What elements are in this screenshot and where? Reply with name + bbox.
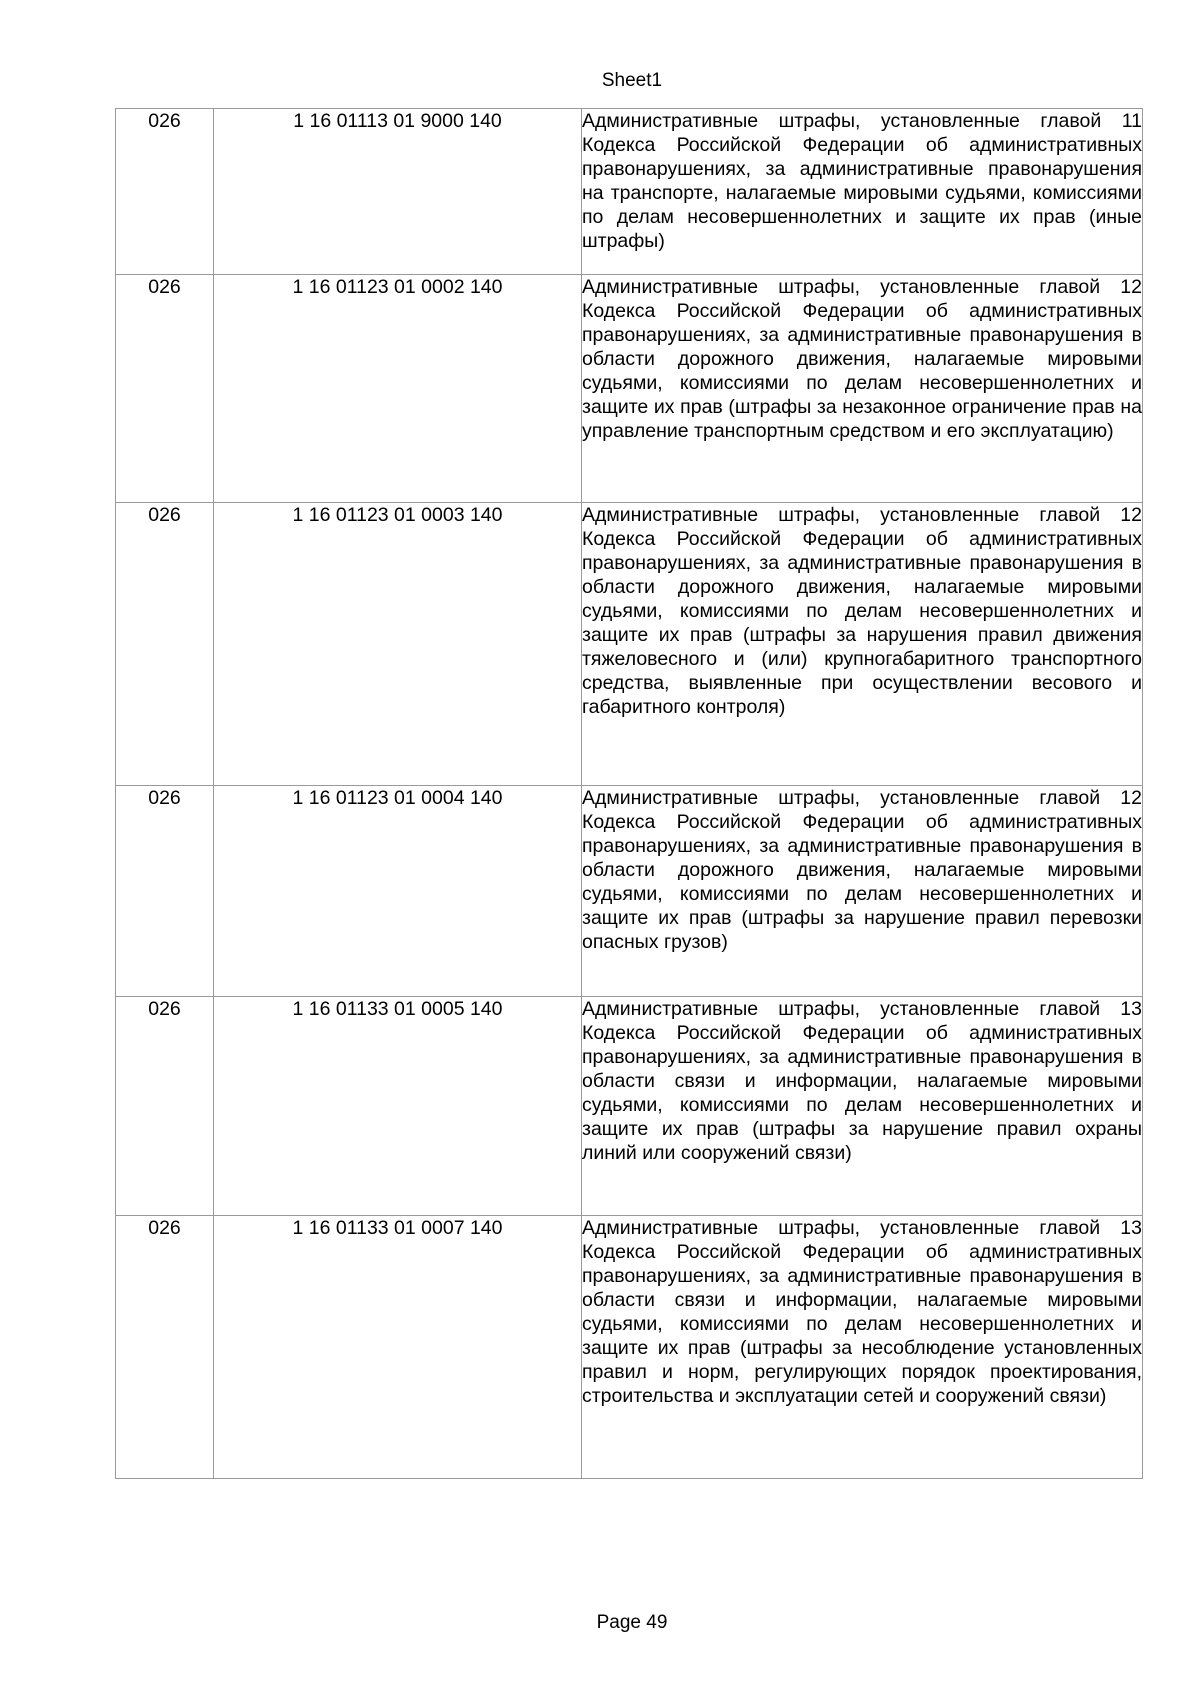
- kbk-cell: 1 16 01133 01 0007 140: [214, 1216, 582, 1479]
- description-cell: Административные штрафы, установленные главой 12 Кодекса Российской Федерации об административных правонарушениях, за административные правонарушения в области дорожного движения, налагаемые мировыми судьями, комиссиями по делам несовершеннолетних и защите их прав (штрафы за нарушение правил перевозки опасных грузов): [582, 786, 1143, 997]
- table-row: [116, 503, 1143, 786]
- admin-code-cell: 026: [116, 786, 214, 997]
- description-cell: Административные штрафы, установленные главой 12 Кодекса Российской Федерации об административных правонарушениях, за административные правонарушения в области дорожного движения, налагаемые мировыми судьями, комиссиями по делам несовершеннолетних и защите их прав (штрафы за незаконное ограничение прав на управление транспортным средством и его эксплуатацию): [582, 275, 1143, 503]
- description-cell: Административные штрафы, установленные главой 13 Кодекса Российской Федерации об административных правонарушениях, за административные правонарушения в области связи и информации, налагаемые мировыми судьями, комиссиями по делам несовершеннолетних и защите их прав (штрафы за нарушение правил охраны линий или сооружений связи): [582, 997, 1143, 1216]
- kbk-cell: 1 16 01123 01 0002 140: [214, 275, 582, 503]
- kbk-cell: 1 16 01123 01 0003 140: [214, 503, 582, 786]
- kbk-cell: 1 16 01123 01 0004 140: [214, 786, 582, 997]
- table-row: [116, 109, 1143, 275]
- admin-code-cell: 026: [116, 1216, 214, 1479]
- admin-code-cell: 026: [116, 109, 214, 275]
- admin-code-cell: 026: [116, 503, 214, 786]
- page-number: Page 49: [596, 1612, 668, 1633]
- description-cell: Административные штрафы, установленные главой 13 Кодекса Российской Федерации об административных правонарушениях, за административные правонарушения в области связи и информации, налагаемые мировыми судьями, комиссиями по делам несовершеннолетних и защите их прав (штрафы за несоблюдение установленных правил и норм, регулирующих порядок проектирования, строительства и эксплуатации сетей и сооружений связи): [582, 1216, 1143, 1479]
- description-cell: Административные штрафы, установленные главой 11 Кодекса Российской Федерации об административных правонарушениях, за административные правонарушения на транспорте, налагаемые мировыми судьями, комиссиями по делам несовершеннолетних и защите их прав (иные штрафы): [582, 109, 1143, 275]
- kbk-cell: 1 16 01133 01 0005 140: [214, 997, 582, 1216]
- fines-table: [115, 108, 1143, 1479]
- description-cell: Административные штрафы, установленные главой 12 Кодекса Российской Федерации об административных правонарушениях, за административные правонарушения в области дорожного движения, налагаемые мировыми судьями, комиссиями по делам несовершеннолетних и защите их прав (штрафы за нарушения правил движения тяжеловесного и (или) крупногабаритного транспортного средства, выявленные при осуществлении весового и габаритного контроля): [582, 503, 1143, 786]
- table-row: [116, 997, 1143, 1216]
- admin-code-cell: 026: [116, 275, 214, 503]
- admin-code-cell: 026: [116, 997, 214, 1216]
- table-row: [116, 786, 1143, 997]
- table-row: [116, 1216, 1143, 1479]
- table-row: [116, 275, 1143, 503]
- sheet-title: Sheet1: [601, 70, 663, 91]
- kbk-cell: 1 16 01113 01 9000 140: [214, 109, 582, 275]
